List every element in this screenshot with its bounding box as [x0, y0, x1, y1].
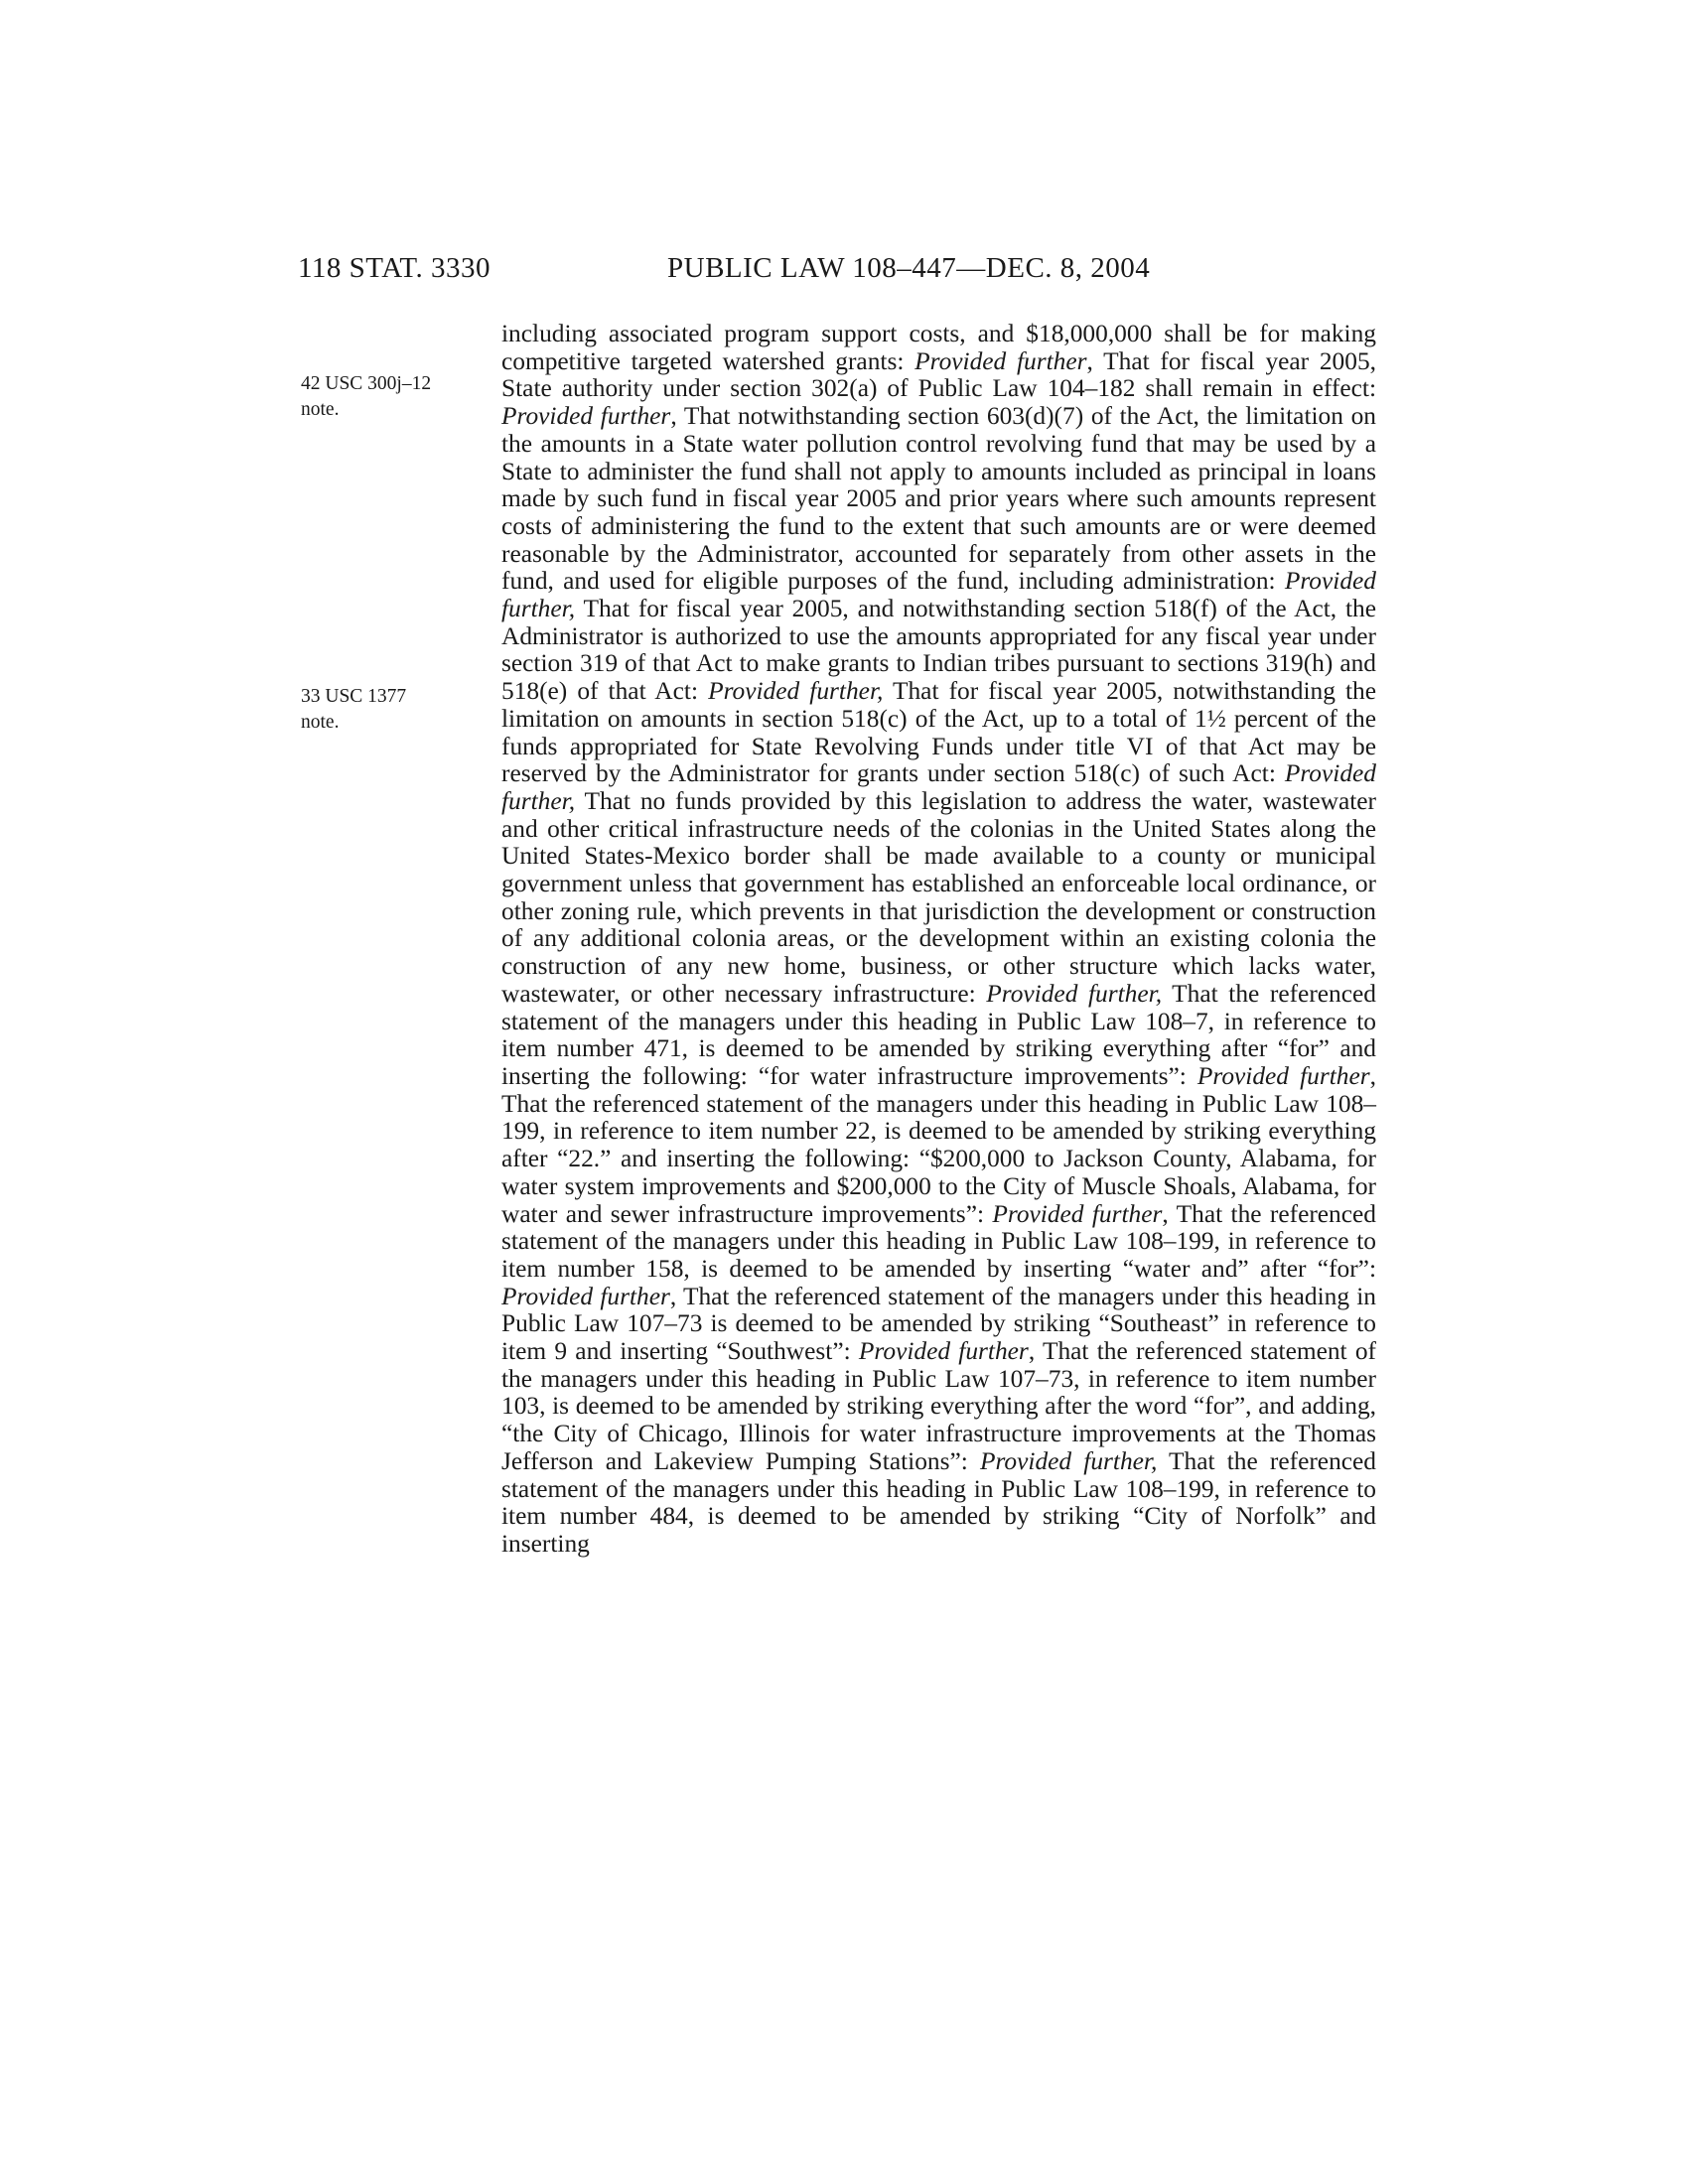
- provided-further-phrase: Provided further,: [979, 1446, 1158, 1475]
- margin-note-suffix: note.: [301, 399, 340, 420]
- page-header: [298, 248, 1400, 288]
- body-segment: That the referenced statement of the managers under this heading in Public Law 108–7, in reference to item number 471, is deemed to be amended by striking everything after “for” and inserting the following: “for water infrastructure improvements”:: [501, 979, 1376, 1090]
- provided-further-phrase: Provided further: [1196, 1061, 1370, 1090]
- provided-further-phrase: Provided further,: [708, 677, 884, 706]
- provided-further-phrase: Provided further: [914, 346, 1087, 375]
- body-segment: , That notwithstanding section 603(d)(7) of the Act, the limitation on the amounts in a State water pollution control revolving fund that may be used by a State to administer the fund shall not apply to amounts included as principal in loans made by such fund in fiscal year 2005 and prior years where such amounts represent costs of administering the fund to the extent that such amounts are or were deemed reasonable by the Administrator, accounted for separately from other assets in the fund, and used for eligible purposes of the fund, including administration:: [501, 402, 1376, 596]
- provided-further-phrase: Provided further,: [501, 759, 1376, 815]
- public-law-reference: PUBLIC LAW 108–447—DEC. 8, 2004: [667, 252, 1151, 284]
- body-segment: , That the referenced statement of the managers under this heading in Public Law 108–199, in reference to item number 158, is deemed to be amended by inserting “water and” after “for”:: [501, 1199, 1376, 1283]
- provided-further-phrase: Provided further,: [986, 979, 1163, 1008]
- statute-body-text: [501, 321, 1376, 1559]
- provided-further-phrase: Provided further: [858, 1337, 1029, 1366]
- body-segment: , That the referenced statement of the managers under this heading in Public Law 108–199, in reference to item number 22, is deemed to be amended by striking everything after “22.” and inserting the following: “$200,000 to Jackson County, Alabama, for water system improvements and $200,000 to the City of Muscle Shoals, Alabama, for water and sewer infrastructure improvements”:: [501, 1061, 1376, 1228]
- provided-further-phrase: Provided further,: [501, 567, 1376, 623]
- stat-reference: 118 STAT. 3330: [298, 252, 491, 284]
- body-segment: including associated program support costs, and $18,000,000 shall be for making competitive targeted watershed grants:: [501, 320, 1376, 375]
- margin-note-suffix: note.: [301, 712, 340, 733]
- margin-note-33-usc: [301, 684, 480, 736]
- body-segment: , That the referenced statement of the managers under this heading in Public Law 107–73, in reference to item number 103, is deemed to be amended by striking everything after the word “for”, and adding, “the City of Chicago, Illinois for water infrastructure improvements at the Thomas Jefferson and Lakeview Pumping Stations”:: [501, 1337, 1376, 1475]
- body-segment: That for fiscal year 2005, notwithstanding the limitation on amounts in section 518(c) of the Act, up to a total of 1½ percent of the funds appropriated for State Revolving Funds under title VI of that Act may be reserved by the Administrator for grants under section 518(c) of such Act:: [501, 677, 1376, 788]
- margin-note-citation: 33 USC 1377: [301, 686, 407, 707]
- body-segment: , That the referenced statement of the managers under this heading in Public Law 107–73 is deemed to be amended by striking “Southeast” in reference to item 9 and inserting “Southwest”:: [501, 1282, 1376, 1366]
- margin-note-42-usc: [301, 371, 480, 423]
- body-segment: , That for fiscal year 2005, State authority under section 302(a) of Public Law 104–182 shall remain in effect:: [501, 346, 1376, 403]
- provided-further-phrase: Provided further: [501, 1282, 670, 1310]
- provided-further-phrase: Provided further: [992, 1199, 1163, 1228]
- body-segment: That the referenced statement of the managers under this heading in Public Law 108–199, in reference to item number 484, is deemed to be amended by striking “City of Norfolk” and inserting: [501, 1446, 1376, 1558]
- body-segment: That for fiscal year 2005, and notwithstanding section 518(f) of the Act, the Administrator is authorized to use the amounts appropriated for any fiscal year under section 319 of that Act to make grants to Indian tribes pursuant to sections 319(h) and 518(e) of that Act:: [501, 595, 1376, 706]
- provided-further-phrase: Provided further: [501, 402, 671, 431]
- margin-note-citation: 42 USC 300j–12: [301, 373, 432, 394]
- body-segment: That no funds provided by this legislation to address the water, wastewater and other critical infrastructure needs of the colonias in the United States along the United States-Mexico border shall be made available to a county or municipal government unless that government has established an enforceable local ordinance, or other zoning rule, which prevents in that jurisdiction the development or construction of any additional colonia areas, or the development within an existing colonia the construction of any new home, business, or other structure which lacks water, wastewater, or other necessary infrastructure:: [501, 786, 1376, 1008]
